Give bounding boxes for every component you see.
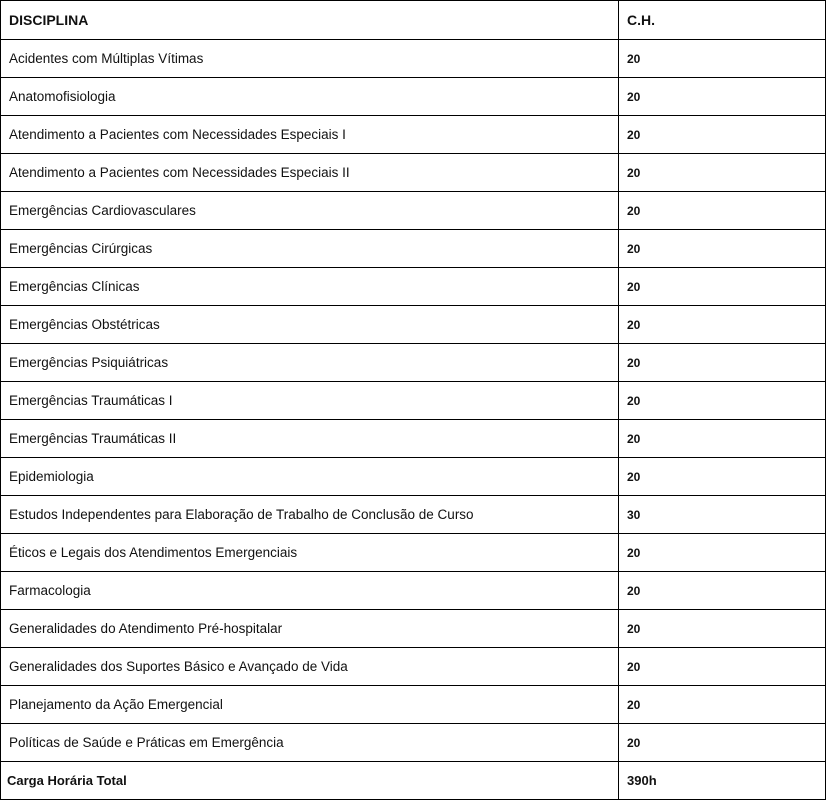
discipline-name: Atendimento a Pacientes com Necessidades Especiais II [1, 154, 619, 192]
discipline-hours: 20 [619, 420, 826, 458]
discipline-hours: 20 [619, 610, 826, 648]
discipline-hours: 20 [619, 40, 826, 78]
discipline-hours: 20 [619, 724, 826, 762]
discipline-hours: 30 [619, 496, 826, 534]
discipline-name: Emergências Traumáticas II [1, 420, 619, 458]
table-row [1, 534, 826, 572]
discipline-name: Emergências Obstétricas [1, 306, 619, 344]
discipline-hours: 20 [619, 382, 826, 420]
table-row [1, 648, 826, 686]
table-row [1, 154, 826, 192]
discipline-hours: 20 [619, 78, 826, 116]
discipline-name: Acidentes com Múltiplas Vítimas [1, 40, 619, 78]
discipline-hours: 20 [619, 648, 826, 686]
discipline-name: Atendimento a Pacientes com Necessidades Especiais I [1, 116, 619, 154]
discipline-name: Éticos e Legais dos Atendimentos Emergenciais [1, 534, 619, 572]
table-row [1, 382, 826, 420]
table-row [1, 610, 826, 648]
discipline-hours: 20 [619, 268, 826, 306]
discipline-name: Políticas de Saúde e Práticas em Emergência [1, 724, 619, 762]
header-disciplina: DISCIPLINA [1, 1, 619, 40]
total-hours: 390h [619, 762, 826, 800]
discipline-name: Emergências Psiquiátricas [1, 344, 619, 382]
table-row [1, 306, 826, 344]
discipline-hours: 20 [619, 306, 826, 344]
discipline-name: Emergências Traumáticas I [1, 382, 619, 420]
discipline-name: Estudos Independentes para Elaboração de Trabalho de Conclusão de Curso [1, 496, 619, 534]
discipline-hours: 20 [619, 686, 826, 724]
discipline-name: Anatomofisiologia [1, 78, 619, 116]
discipline-hours: 20 [619, 154, 826, 192]
discipline-hours: 20 [619, 344, 826, 382]
table-row [1, 572, 826, 610]
discipline-name: Emergências Cardiovasculares [1, 192, 619, 230]
discipline-hours: 20 [619, 230, 826, 268]
table-row [1, 344, 826, 382]
table-row [1, 458, 826, 496]
table-total-row [1, 762, 826, 800]
table-row [1, 686, 826, 724]
discipline-name: Farmacologia [1, 572, 619, 610]
table-row [1, 116, 826, 154]
table-row [1, 496, 826, 534]
table-row [1, 230, 826, 268]
table-row [1, 268, 826, 306]
discipline-hours: 20 [619, 534, 826, 572]
header-ch: C.H. [619, 1, 826, 40]
table-header-row [1, 1, 826, 40]
table-row [1, 724, 826, 762]
discipline-name: Planejamento da Ação Emergencial [1, 686, 619, 724]
discipline-hours: 20 [619, 458, 826, 496]
discipline-name: Generalidades dos Suportes Básico e Avançado de Vida [1, 648, 619, 686]
discipline-name: Generalidades do Atendimento Pré-hospitalar [1, 610, 619, 648]
discipline-name: Emergências Cirúrgicas [1, 230, 619, 268]
total-label: Carga Horária Total [1, 762, 619, 800]
discipline-name: Epidemiologia [1, 458, 619, 496]
table-row [1, 420, 826, 458]
discipline-hours: 20 [619, 116, 826, 154]
table-row [1, 78, 826, 116]
table-row [1, 40, 826, 78]
table-row [1, 192, 826, 230]
discipline-hours: 20 [619, 192, 826, 230]
discipline-name: Emergências Clínicas [1, 268, 619, 306]
discipline-hours: 20 [619, 572, 826, 610]
